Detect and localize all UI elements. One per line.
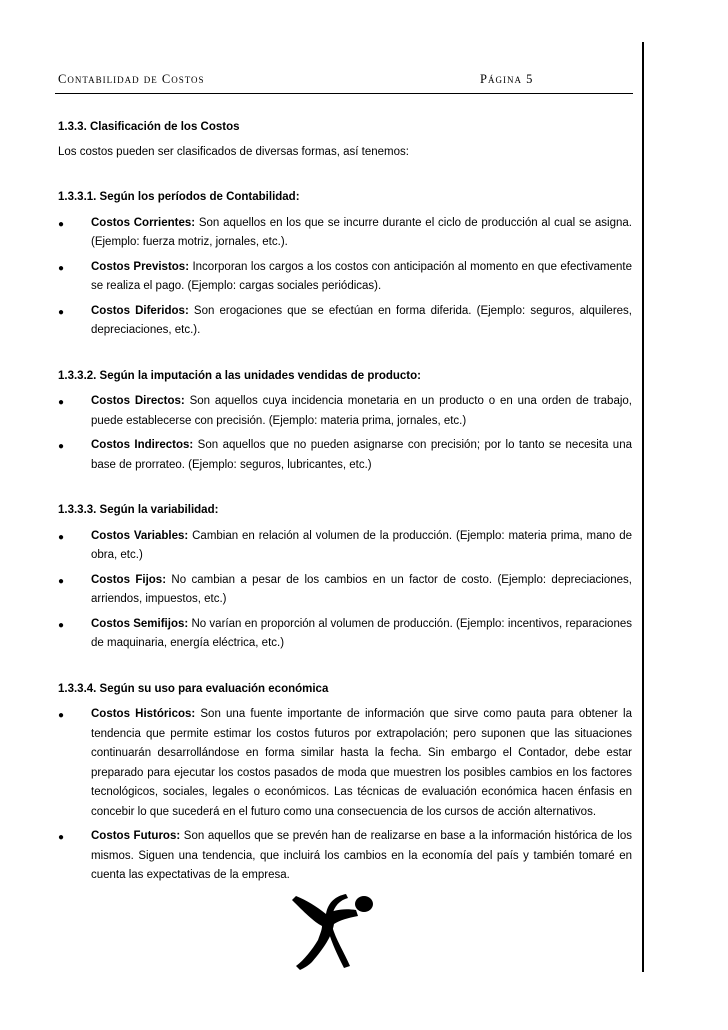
- list-item: [58, 527, 632, 566]
- item-text: Son aquellos que se prevén han de realizarse en base a la información histórica de los mismos. Siguen una tendencia, que incluirá los cambios en la economía del país y también tomaré en cuenta las expectativas de la empresa.: [91, 830, 632, 881]
- bullet-icon: ●: [58, 262, 65, 274]
- bullet-icon: ●: [58, 619, 65, 631]
- item-term: Costos Diferidos:: [91, 304, 189, 317]
- item-text: No cambian a pesar de los cambios en un factor de costo. (Ejemplo: depreciaciones, arriendos, impuestos, etc.): [91, 573, 632, 605]
- item-text: Incorporan los cargos a los costos con anticipación al momento en que efectivamente se realiza el pago. (Ejemplo: cargas sociales periódicas).: [91, 260, 632, 292]
- section-intro: Los costos pueden ser clasificados de diversas formas, así tenemos:: [58, 145, 409, 158]
- item-term: Costos Indirectos:: [91, 439, 194, 451]
- list-item: [58, 392, 632, 431]
- bullet-icon: ●: [58, 531, 65, 543]
- item-term: Costos Variables:: [91, 529, 189, 542]
- subsection-heading: 1.3.3.3. Según la variabilidad:: [58, 504, 219, 516]
- list-item: [58, 436, 632, 475]
- margin-vertical-rule: [642, 42, 644, 972]
- bullet-icon: ●: [58, 710, 65, 721]
- page-header: [58, 72, 632, 86]
- list-item: [58, 571, 632, 610]
- section-heading: 1.3.3. Clasificación de los Costos: [58, 121, 240, 133]
- header-rule: [55, 93, 633, 94]
- item-term: Costos Directos:: [91, 395, 185, 407]
- list-item: [58, 705, 632, 822]
- list-item: [58, 827, 632, 886]
- item-text: Son erogaciones que se efectúan en forma diferida. (Ejemplo: seguros, alquileres, depreciaciones, etc.).: [91, 304, 632, 336]
- stick-figure-icon: [286, 890, 382, 974]
- item-text: Son aquellos cuya incidencia monetaria en un producto o en una orden de trabajo, puede establecerse con precisión. (Ejemplo: materia prima, jornales, etc.): [91, 395, 632, 427]
- header-page-number: Página 5: [480, 72, 534, 86]
- subsection-heading: 1.3.3.1. Según los períodos de Contabilidad:: [58, 191, 300, 203]
- list-item: [58, 258, 632, 297]
- cost-list: [58, 214, 632, 341]
- list-item: [58, 615, 632, 654]
- item-text: Son aquellos que no pueden asignarse con precisión; por lo tanto se necesita una base de prorrateo. (Ejemplo: seguros, lubricantes, etc.): [91, 439, 632, 471]
- header-title: Contabilidad de Costos: [58, 72, 205, 86]
- bullet-icon: ●: [58, 397, 65, 408]
- item-term: Costos Fijos:: [91, 573, 167, 586]
- bullet-icon: ●: [58, 832, 65, 843]
- item-text: Cambian en relación al volumen de la producción. (Ejemplo: materia prima, mano de obra, etc.): [91, 529, 632, 561]
- item-term: Costos Corrientes:: [91, 216, 196, 229]
- item-text: Son aquellos en los que se incurre durante el ciclo de producción al cual se asigna. (Ejemplo: fuerza motriz, jornales, etc.).: [91, 216, 632, 248]
- bullet-icon: ●: [58, 306, 65, 318]
- item-text: Son una fuente importante de información que sirve como pauta para obtener la tendencia que permite estimar los costos futuros por extrapolación; pero suponen que las situaciones continuarán desarrollándose en forma similar hasta la fecha. Sin embargo el Contador, debe estar preparado para ejecutar los costos pasados de moda que muestren los posibles cambios en los factores tecnológicos, sociales, legales o económicos. Las técnicas de evaluación económica hacen énfasis en concebir lo que sucederá en el futuro como una consecuencia de los cursos de acción alternativos.: [91, 708, 632, 818]
- subsection-heading: 1.3.3.2. Según la imputación a las unidades vendidas de producto:: [58, 369, 421, 382]
- cost-list: [58, 392, 632, 475]
- document-body: [58, 118, 632, 886]
- bullet-icon: ●: [58, 218, 65, 230]
- cost-list: [58, 527, 632, 654]
- list-item: [58, 302, 632, 341]
- item-term: Costos Históricos:: [91, 708, 196, 720]
- list-item: [58, 214, 632, 253]
- bullet-icon: ●: [58, 441, 65, 452]
- cost-list: [58, 705, 632, 886]
- item-term: Costos Semifijos:: [91, 617, 189, 630]
- item-term: Costos Previstos:: [91, 260, 190, 273]
- item-term: Costos Futuros:: [91, 830, 181, 842]
- item-text: No varían en proporción al volumen de producción. (Ejemplo: incentivos, reparaciones de maquinaria, energía eléctrica, etc.): [91, 617, 632, 649]
- bullet-icon: ●: [58, 575, 65, 587]
- subsection-heading: 1.3.3.4. Según su uso para evaluación económica: [58, 682, 329, 695]
